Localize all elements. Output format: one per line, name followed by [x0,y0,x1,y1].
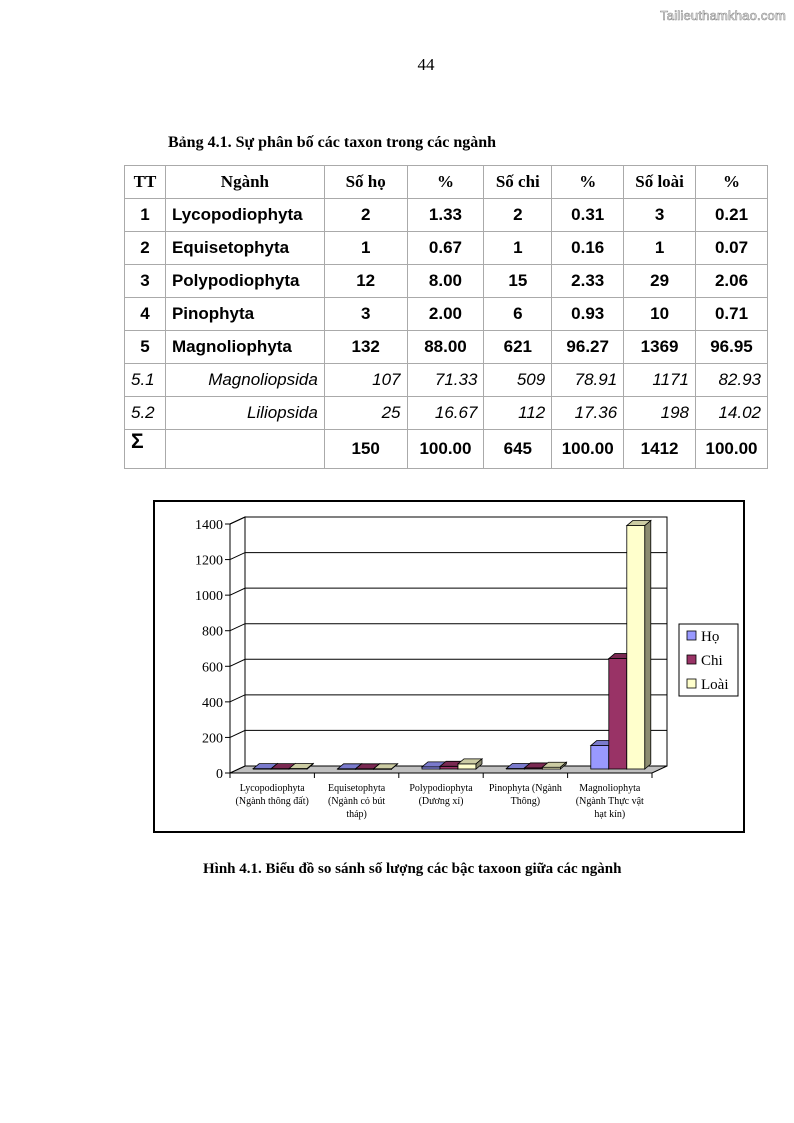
cell-so-loai: 3 [624,199,696,232]
table-caption: Bảng 4.1. Sự phân bố các taxon trong các ngành [168,134,497,151]
cell-pct-ho: 1.33 [407,199,484,232]
x-tick-label: Polypodiophyta [409,783,473,794]
x-tick-label: hạt kín) [594,809,626,820]
header-nganh: Ngành [165,166,324,199]
cell-tt: 2 [125,232,166,265]
watermark: Tailieuthamkhao.com [660,8,786,23]
cell-total-chi: 645 [484,430,552,469]
cell-tt: 5.1 [125,364,166,397]
cell-total-ho: 150 [324,430,407,469]
bar-side [645,521,651,769]
cell-empty [165,430,324,469]
table-row [125,331,768,364]
bar-họ [591,746,609,769]
cell-so-ho: 132 [324,331,407,364]
cell-so-loai: 29 [624,265,696,298]
legend-label: Chi [701,653,723,669]
cell-pct-chi: 17.36 [552,397,624,430]
cell-so-chi: 15 [484,265,552,298]
header-so-chi: Số chi [484,166,552,199]
taxon-table [124,165,768,469]
cell-so-chi: 112 [484,397,552,430]
cell-so-ho: 2 [324,199,407,232]
cell-tt: 4 [125,298,166,331]
header-pct-loai: % [695,166,767,199]
cell-tt: 5 [125,331,166,364]
cell-so-loai: 10 [624,298,696,331]
cell-pct-chi: 78.91 [552,364,624,397]
bar-loài [458,764,476,769]
bar-chart [155,502,743,831]
cell-total-loai: 1412 [624,430,696,469]
x-tick-label: (Ngành thông đất) [235,796,309,807]
cell-so-loai: 1 [624,232,696,265]
cell-so-chi: 1 [484,232,552,265]
y-tick-label: 200 [202,731,223,747]
cell-pct-ho: 16.67 [407,397,484,430]
cell-pct-loai: 0.71 [695,298,767,331]
cell-so-loai: 1369 [624,331,696,364]
chart-back-wall [245,517,667,766]
cell-nganh: Pinophyta [165,298,324,331]
cell-tt: 5.2 [125,397,166,430]
header-pct-chi: % [552,166,624,199]
y-tick-label: 1400 [195,518,223,533]
y-tick-label: 400 [202,695,223,711]
page-number: 44 [417,55,435,74]
table-row [125,199,768,232]
y-tick-label: 600 [202,660,223,676]
x-tick-label: Thông) [510,796,541,807]
cell-pct-loai: 96.95 [695,331,767,364]
cell-so-loai: 198 [624,397,696,430]
table-row [125,298,768,331]
cell-so-ho: 12 [324,265,407,298]
table-row [125,265,768,298]
x-tick-label: Pinophyta (Ngành [488,783,562,794]
cell-pct-ho: 0.67 [407,232,484,265]
cell-total-pct-loai: 100.00 [695,430,767,469]
cell-pct-loai: 82.93 [695,364,767,397]
cell-pct-ho: 8.00 [407,265,484,298]
cell-nganh: Equisetophyta [165,232,324,265]
chart-side-wall [230,517,245,773]
x-tick-label: (Ngành cỏ bút [327,796,386,807]
x-tick-label: Magnoliophyta [579,783,641,794]
y-tick-label: 800 [202,624,223,640]
header-so-ho: Số họ [324,166,407,199]
cell-pct-chi: 0.93 [552,298,624,331]
cell-pct-ho: 88.00 [407,331,484,364]
header-tt: TT [125,166,166,199]
cell-pct-ho: 71.33 [407,364,484,397]
cell-nganh: Magnoliophyta [165,331,324,364]
bar-chi [440,766,458,769]
bar-chi [609,659,627,769]
cell-so-loai: 1171 [624,364,696,397]
x-tick-label: tháp) [346,809,367,820]
cell-pct-loai: 2.06 [695,265,767,298]
cell-pct-chi: 96.27 [552,331,624,364]
bar-loài [627,526,645,769]
cell-so-chi: 2 [484,199,552,232]
cell-so-chi: 6 [484,298,552,331]
cell-pct-loai: 0.07 [695,232,767,265]
x-tick-label: (Dương xỉ) [418,796,464,807]
cell-pct-loai: 0.21 [695,199,767,232]
cell-tt: 1 [125,199,166,232]
x-tick-label: Equisetophyta [327,783,386,794]
y-tick-label: 0 [216,767,223,782]
cell-pct-chi: 0.31 [552,199,624,232]
figure-caption: Hình 4.1. Biểu đồ so sánh số lượng các bậc taxoon giữa các ngành [203,861,622,877]
cell-so-ho: 25 [324,397,407,430]
cell-nganh: Lycopodiophyta [165,199,324,232]
cell-so-chi: 509 [484,364,552,397]
legend-label: Loài [701,677,729,693]
cell-so-chi: 621 [484,331,552,364]
cell-nganh: Magnoliopsida [165,364,324,397]
cell-so-ho: 3 [324,298,407,331]
y-tick-label: 1200 [195,553,223,569]
x-tick-label: Lycopodiophyta [239,783,305,794]
cell-nganh: Polypodiophyta [165,265,324,298]
cell-sigma: Σ [125,430,166,469]
table-subrow [125,364,768,397]
chart-frame [153,500,745,833]
legend-swatch [687,679,696,688]
legend-label: Họ [701,629,720,645]
cell-pct-chi: 0.16 [552,232,624,265]
cell-tt: 3 [125,265,166,298]
cell-so-ho: 107 [324,364,407,397]
cell-pct-chi: 2.33 [552,265,624,298]
cell-pct-loai: 14.02 [695,397,767,430]
cell-nganh: Liliopsida [165,397,324,430]
table-header-row [125,166,768,199]
table-total-row [125,430,768,469]
legend-swatch [687,631,696,640]
legend-swatch [687,655,696,664]
cell-total-pct-ho: 100.00 [407,430,484,469]
cell-pct-ho: 2.00 [407,298,484,331]
header-so-loai: Số loài [624,166,696,199]
header-pct-ho: % [407,166,484,199]
y-tick-label: 1000 [195,589,223,605]
cell-total-pct-chi: 100.00 [552,430,624,469]
cell-so-ho: 1 [324,232,407,265]
table-subrow [125,397,768,430]
x-tick-label: (Ngành Thực vật [575,796,644,807]
table-row [125,232,768,265]
